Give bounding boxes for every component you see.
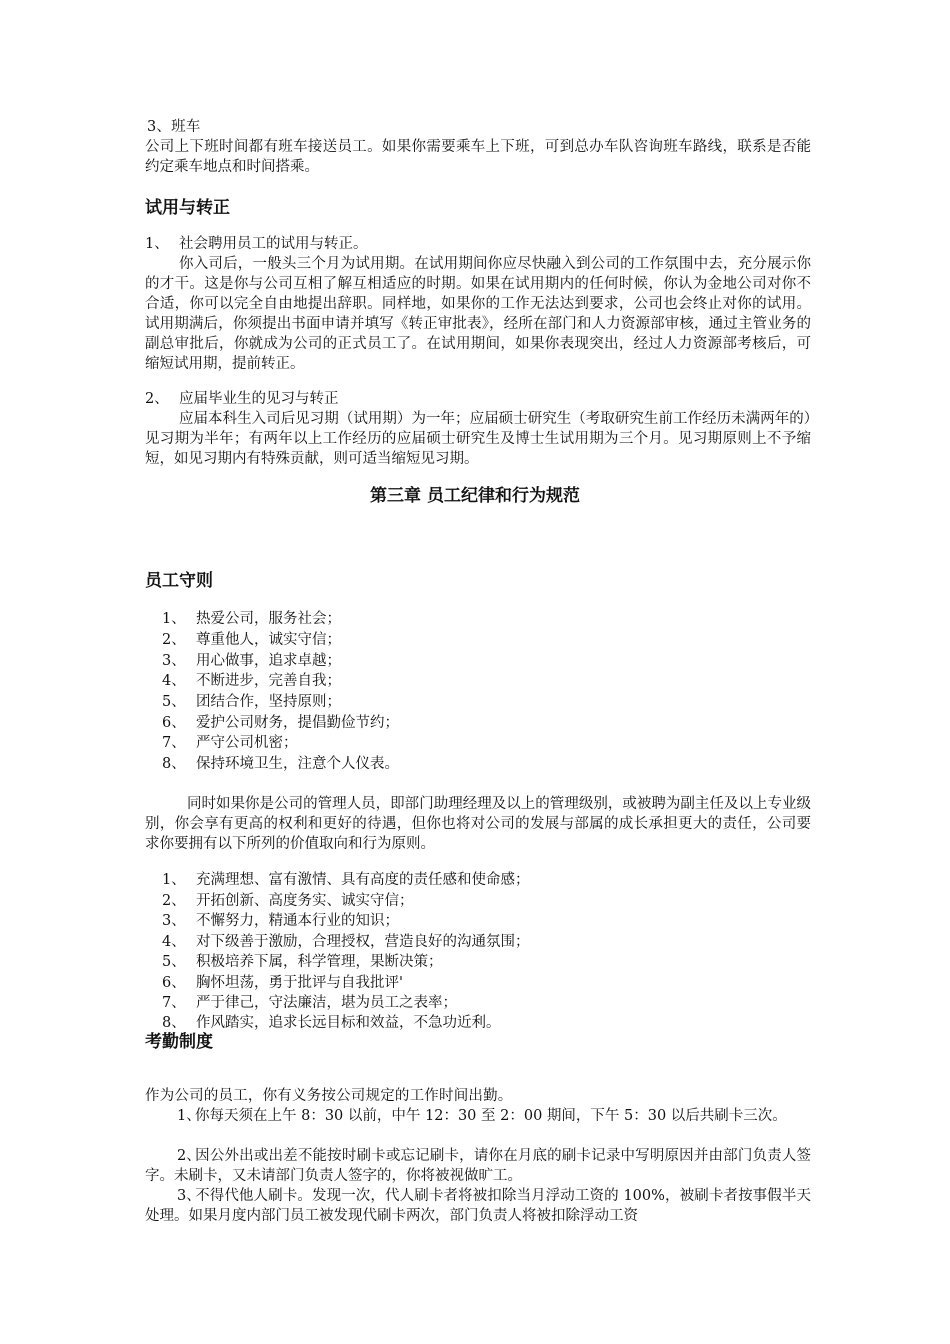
attendance-item-3 <box>145 1186 811 1226</box>
list-number: 6、 <box>162 715 186 731</box>
list-number: 1、 <box>162 611 186 627</box>
list-text: 胸怀坦荡，勇于批评与自我批评' <box>196 975 403 991</box>
list-number: 6、 <box>162 975 186 991</box>
list-number: 5、 <box>162 954 186 970</box>
list-number: 1、 <box>145 236 169 252</box>
manager-item-1 <box>162 870 530 890</box>
list-text: 不断进步，完善自我； <box>196 673 341 689</box>
manager-item-8 <box>162 1013 501 1033</box>
rule-item-1 <box>162 609 341 629</box>
rule-item-2 <box>162 630 341 650</box>
list-text: 不得代他人刷卡。发现一次，代人刷卡者将被扣除当月浮动工资的 100%，被刷卡者按事假半天处理。如果月度内部门员工被发现代刷卡两次，部门负责人将被扣除浮动工资 <box>145 1188 811 1224</box>
list-text: 保持环境卫生，注意个人仪表。 <box>196 756 399 772</box>
list-number: 8、 <box>162 756 186 772</box>
manager-paragraph: 同时如果你是公司的管理人员，即部门助理经理及以上的管理级别，或被聘为副主任及以上专业级别，你会享有更高的权利和更好的待遇，但你也将对公司的发展与部属的成长承担更大的责任，公司要求你要拥有以下所列的价值取向和行为原则。 <box>145 796 811 852</box>
rule-item-6 <box>162 713 399 733</box>
rule-item-7 <box>162 733 298 753</box>
list-number: 2、 <box>162 893 186 909</box>
section-heading-attendance: 考勤制度 <box>145 1032 213 1052</box>
list-text: 严于律己，守法廉洁，堪为员工之表率； <box>196 995 457 1011</box>
list-text: 因公外出或出差不能按时刷卡或忘记刷卡，请你在月底的刷卡记录中写明原因并由部门负责人签字。未刷卡，又未请部门负责人签字的，你将被视做旷工。 <box>145 1148 811 1184</box>
list-number: 4、 <box>162 673 186 689</box>
list-text: 严守公司机密； <box>196 735 298 751</box>
list-number: 3、 <box>162 913 186 929</box>
attendance-item-1 <box>145 1106 811 1126</box>
section-heading-probation: 试用与转正 <box>145 198 230 218</box>
shuttle-paragraph: 公司上下班时间都有班车接送员工。如果你需要乘车上下班，可到总办车队咨询班车路线，联系是否能约定乘车地点和时间搭乘。 <box>145 139 811 175</box>
rule-item-4 <box>162 671 341 691</box>
list-number: 2、 <box>162 632 186 648</box>
list-text: 作风踏实，追求长远目标和效益，不急功近利。 <box>196 1015 501 1031</box>
list-number: 1、 <box>177 1108 201 1124</box>
list-number: 3、 <box>177 1188 201 1204</box>
manager-item-4 <box>162 932 530 952</box>
list-number: 8、 <box>162 1015 186 1031</box>
list-text: 热爱公司，服务社会； <box>196 611 341 627</box>
probation-item-1-paragraph: 你入司后，一般头三个月为试用期。在试用期间你应尽快融入到公司的工作氛围中去，充分展示你的才干。这是你与公司互相了解互相适应的时期。如果在试用期内的任何时候，你认为金地公司对你不合适，你可以完全自由地提出辞职。同样地，如果你的工作无法达到要求，公司也会终止对你的试用。试用期满后，你须提出书面申请并填写《转正审批表》，经所在部门和人力资源部审核，通过主管业务的副总审批后，你就成为公司的正式员工了。在试用期间，如果你表现突出，经过人力资源部考核后，可缩短试用期，提前转正。 <box>145 256 811 372</box>
list-text: 你每天须在上午 8：30 以前，中午 12：30 至 2：00 期间，下午 5：30 以后共刷卡三次。 <box>195 1108 787 1124</box>
manager-item-6 <box>162 973 403 993</box>
list-text: 不懈努力，精通本行业的知识； <box>196 913 399 929</box>
list-number: 5、 <box>162 694 186 710</box>
list-text: 应届毕业生的见习与转正 <box>179 391 339 407</box>
list-number: 2、 <box>177 1148 201 1164</box>
probation-item-1-title <box>145 234 368 254</box>
list-number: 7、 <box>162 735 186 751</box>
rule-item-3 <box>162 651 341 671</box>
rule-item-8 <box>162 754 399 774</box>
chapter-title: 第三章 员工纪律和行为规范 <box>370 486 580 506</box>
list-text: 团结合作，坚持原则； <box>196 694 341 710</box>
attendance-item-2 <box>145 1146 811 1186</box>
list-text: 积极培养下属，科学管理，果断决策； <box>196 954 443 970</box>
probation-item-2-title <box>145 389 339 409</box>
shuttle-title: 3、班车 <box>147 119 201 135</box>
list-number: 1、 <box>162 872 186 888</box>
list-text: 开拓创新、高度务实、诚实守信； <box>196 893 414 909</box>
manager-item-2 <box>162 891 414 911</box>
list-text: 用心做事，追求卓越； <box>196 653 341 669</box>
list-text: 充满理想、富有激情、具有高度的责任感和使命感； <box>196 872 530 888</box>
list-number: 4、 <box>162 934 186 950</box>
list-text: 社会聘用员工的试用与转正。 <box>179 236 368 252</box>
list-text: 对下级善于激励，合理授权，营造良好的沟通氛围； <box>196 934 530 950</box>
manager-item-3 <box>162 911 399 931</box>
list-number: 7、 <box>162 995 186 1011</box>
list-number: 3、 <box>162 653 186 669</box>
list-number: 2、 <box>145 391 169 407</box>
list-text: 爱护公司财务，提倡勤俭节约； <box>196 715 399 731</box>
probation-item-2-paragraph: 应届本科生入司后见习期（试用期）为一年；应届硕士研究生（考取研究生前工作经历未满两年的）见习期为半年；有两年以上工作经历的应届硕士研究生及博士生试用期为三个月。见习期原则上不予缩短，如见习期内有特殊贡献，则可适当缩短见习期。 <box>145 411 811 467</box>
section-heading-rules: 员工守则 <box>145 571 213 591</box>
list-text: 尊重他人，诚实守信； <box>196 632 341 648</box>
rule-item-5 <box>162 692 341 712</box>
manager-item-5 <box>162 952 443 972</box>
manager-item-7 <box>162 993 457 1013</box>
attendance-intro: 作为公司的员工，你有义务按公司规定的工作时间出勤。 <box>145 1088 513 1104</box>
